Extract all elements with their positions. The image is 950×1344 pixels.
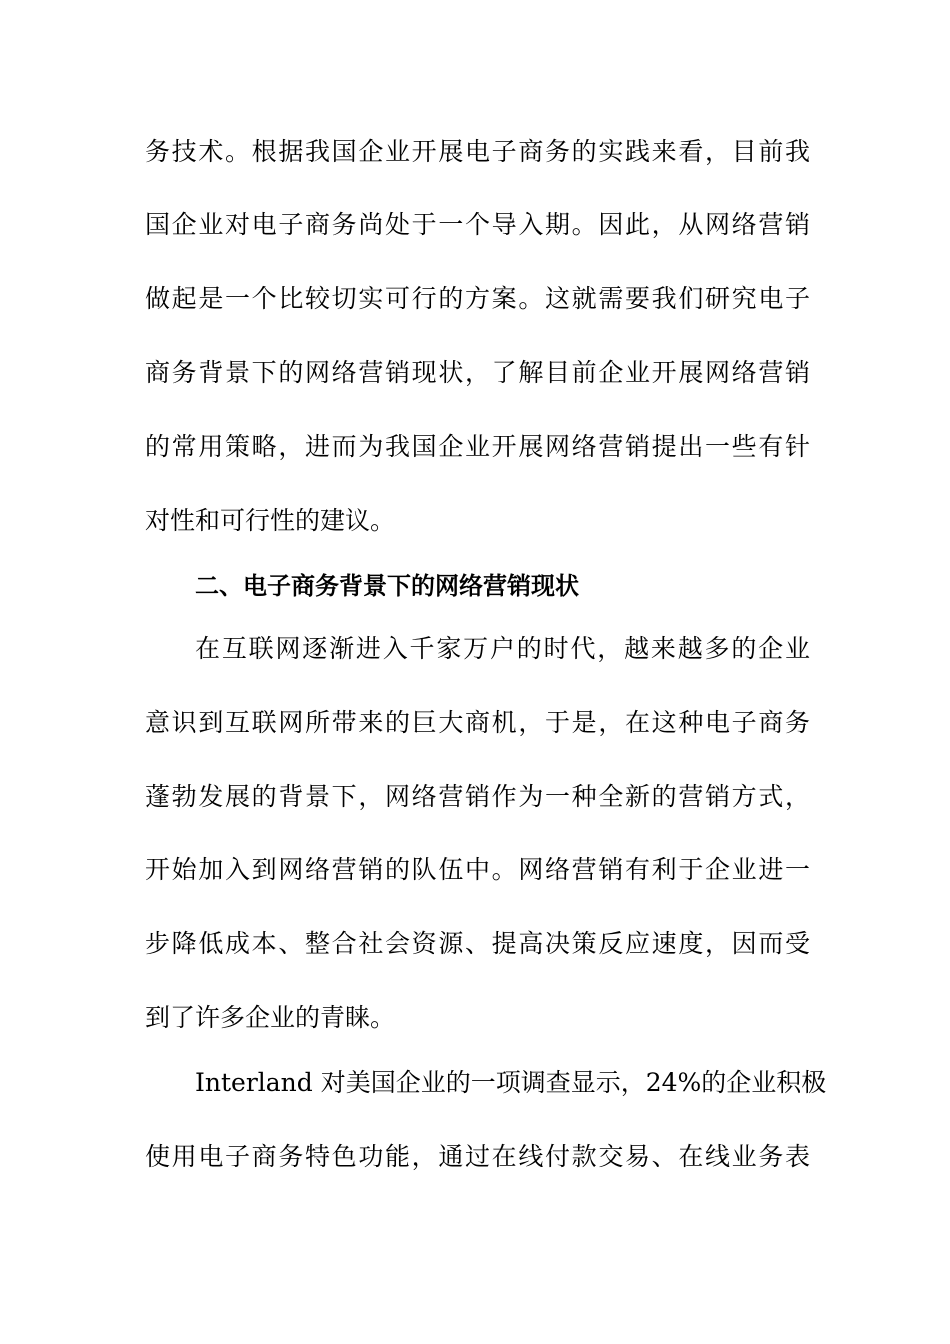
paragraph-3-line-2: 使用电子商务特色功能，通过在线付款交易、在线业务表 <box>145 1142 810 1171</box>
paragraph-1-line-2: 国企业对电子商务尚处于一个导入期。因此，从网络营销 <box>145 210 810 239</box>
paragraph-1-line-6: 对性和可行性的建议。 <box>145 506 396 535</box>
paragraph-1-line-5: 的常用策略，进而为我国企业开展网络营销提出一些有针 <box>145 432 810 461</box>
paragraph-2-line-4: 开始加入到网络营销的队伍中。网络营销有利于企业进一 <box>145 855 810 884</box>
section-heading: 二、电子商务背景下的网络营销现状 <box>195 572 579 600</box>
paragraph-2-line-5: 步降低成本、整合社会资源、提高决策反应速度，因而受 <box>145 929 810 958</box>
paragraph-1-line-1: 务技术。根据我国企业开展电子商务的实践来看，目前我 <box>145 137 810 166</box>
paragraph-2-line-3: 蓬勃发展的背景下，网络营销作为一种全新的营销方式， <box>145 782 810 811</box>
paragraph-2-line-2: 意识到互联网所带来的巨大商机，于是，在这种电子商务 <box>145 708 810 737</box>
paragraph-1-line-4: 商务背景下的网络营销现状，了解目前企业开展网络营销 <box>145 358 810 387</box>
paragraph-3-line-1: Interland 对美国企业的一项调查显示，24%的企业积极 <box>195 1068 827 1097</box>
paragraph-2-line-6: 到了许多企业的青睐。 <box>145 1003 396 1032</box>
paragraph-1-line-3: 做起是一个比较切实可行的方案。这就需要我们研究电子 <box>145 284 810 313</box>
paragraph-2-line-1: 在互联网逐渐进入千家万户的时代，越来越多的企业 <box>195 634 810 663</box>
